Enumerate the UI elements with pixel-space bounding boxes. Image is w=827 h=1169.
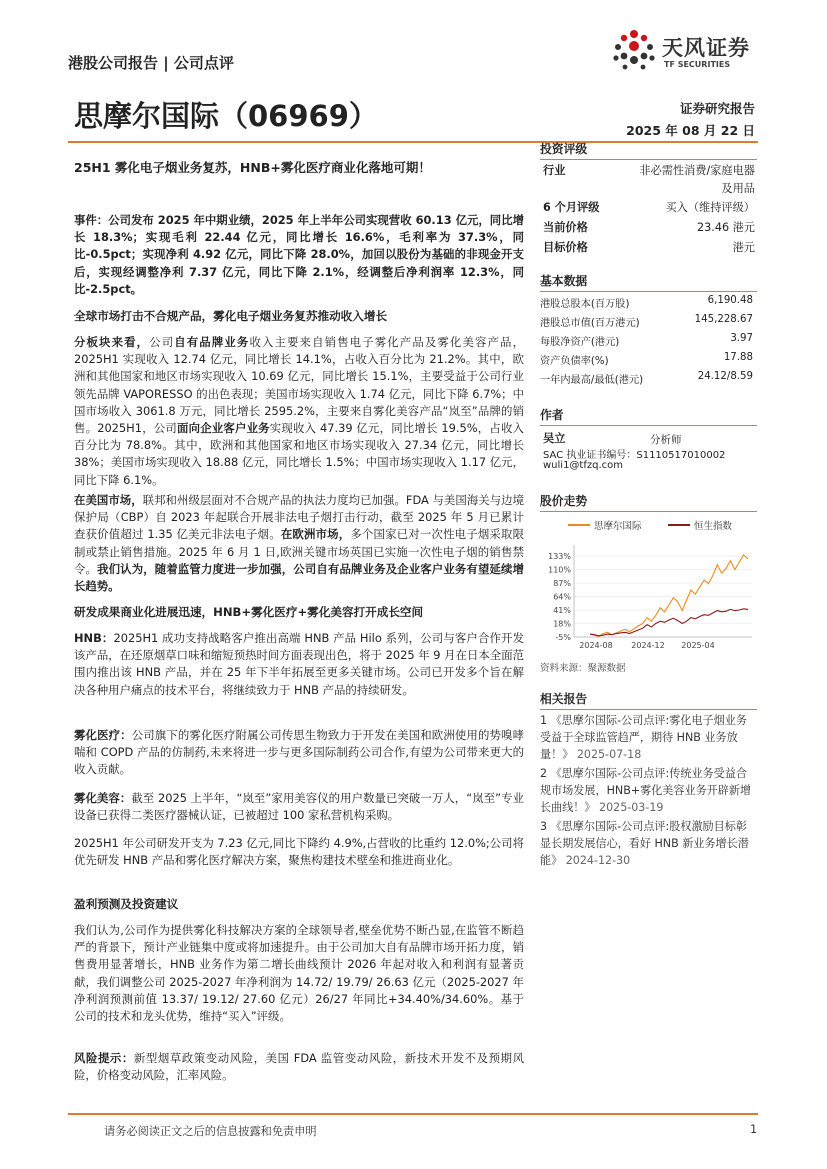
p1-text-b: 收入主要来自销售电子雾化产品及雾化美容产品，2025H1 实现收入 12.74 亿元，同比增长 14.1%，占收入百分比为 21.2%。其中，欧洲和其他国家和地区市场实现收入 10.69 亿元，同比增长 15.1%，主要受益于公司行业领先品牌 VAPORESSO 的出色表现；美国市场实现收入 1.74 亿元，同比下降 6.7%；中国市场收入 3061.8 万元，同比增长 2595.2%，主要来自雾化美容产品“岚至”品牌的销售。2025H1，公司 — [74, 335, 524, 436]
p2-text-a: 联邦和州级层面对不合规产品的执法力度均已加强。FDA 与美国海关与边境保护局（CBP）自 2023 年起联合开展非法电子烟打击行动，截至 2025 年 5 月已累计查获价值超过 1.35 亿美元非法电子烟。 — [74, 493, 524, 542]
brand-logo — [610, 28, 760, 73]
basic-data-row — [540, 352, 753, 367]
event-text: 公司发布 2025 年中期业绩，2025 年上半年公司实现营收 60.13 亿元，同比增长 18.3%；实现毛利 22.44 亿元，同比增长 16.6%，毛利率为 37.3%，同比-0.5pct；实现净利 4.92 亿元，同比下降 28.0%，加回以股份为基础的非现金开支后，实现经调整净利 7.37 亿元，同比下降 2.1%，经调整后净利润率 12.3%，同比-2.5pct。 — [74, 213, 524, 296]
basic-data-row — [540, 333, 753, 348]
paragraph-medical — [74, 727, 524, 779]
basic-data-value: 3.97 — [730, 333, 753, 344]
stock-price-chart — [540, 515, 757, 655]
x-tick-label: 2024-08 — [579, 641, 613, 650]
paragraph-us-market — [74, 492, 524, 595]
chart-title: 股价走势 — [540, 492, 757, 512]
section-title-2: 研发成果商业化进展迅速，HNB+雾化医疗+雾化美容打开成长空间 — [74, 605, 424, 619]
x-tick-label: 2025-04 — [681, 641, 715, 650]
basic-data-key: 港股总股本(百万股) — [540, 299, 630, 310]
risk-label: 风险提示： — [74, 1051, 134, 1065]
report-type: 港股公司报告 | 公司点评 — [68, 54, 234, 72]
basic-data-value: 6,190.48 — [707, 295, 753, 306]
basic-data-value: 24.12/8.59 — [697, 371, 753, 382]
page-number: 1 — [750, 1123, 758, 1136]
chart-source: 资料来源：聚源数据 — [540, 663, 626, 674]
basic-data-row — [540, 371, 753, 386]
footer-divider — [68, 1113, 758, 1115]
related-report-item[interactable] — [540, 765, 757, 816]
rating-title: 投资评级 — [540, 140, 757, 160]
y-tick-label: -5% — [555, 633, 571, 642]
related-report-text: 3 《思摩尔国际-公司点评:股权激励目标彰显长期发展信心，看好 HNB 新业务增长潜能》 — [540, 820, 749, 867]
series-line-smoore — [590, 555, 748, 637]
legend-label: 恒生指数 — [694, 521, 733, 532]
rating6-label: 6 个月评级 — [543, 201, 600, 214]
p3-label: HNB： — [74, 631, 114, 645]
brand-name: 天风证券 — [662, 36, 750, 60]
research-label: 证券研究报告 — [679, 101, 755, 116]
basic-data-key: 每股净资产(港元) — [540, 337, 620, 348]
y-tick-label: 133% — [548, 552, 571, 562]
basic-data-value: 145,228.67 — [694, 314, 753, 325]
brand-sub: TF SECURITIES — [664, 60, 731, 69]
tf-logo-icon — [610, 28, 658, 73]
related-title: 相关报告 — [540, 690, 757, 710]
y-tick-label: 18% — [553, 619, 571, 629]
series-line-hsi — [590, 609, 748, 636]
basic-data-key: 一年内最高/最低(港元) — [540, 375, 644, 386]
paragraph-forecast — [74, 922, 524, 1025]
p7-text: 我们认为,公司作为提供雾化科技解决方案的全球领导者,壁垒优势不断凸显,在监管不断趋严的背景下，预计产业链集中度或将加速提升。由于公司加大自有品牌市场开拓力度，销售费用显著增长，HNB 业务作为第二增长曲线预计 2026 年起对收入和利润有显著贡献，我们调整公司 2025-2027 年净利润为 14.72/ 19.79/ 26.63 亿元（2025-2027 年净利润预测前值 13.37/ 19.12/ 27.60 亿元）26/27 年同比+34.40%/34.60%。基于公司的技术和龙头优势，维持“买入”评级。 — [74, 923, 524, 1024]
p1-text-a: 公司 — [149, 335, 175, 349]
related-section — [540, 690, 757, 710]
target-label: 目标价格 — [543, 241, 588, 254]
y-tick-label: 41% — [553, 606, 571, 616]
related-report-list — [540, 712, 757, 871]
paragraph-beauty — [74, 790, 524, 824]
headline: 25H1 雾化电子烟业务复苏，HNB+雾化医疗商业化落地可期！ — [74, 160, 431, 175]
related-report-item[interactable] — [540, 818, 757, 869]
p2-text-b: 多个国家已对一次性电子烟采取限制或禁止销售措施。2025 年 6 月 1 日,欧洲关键市场英国已实施一次性电子烟的销售禁令。 — [74, 527, 524, 576]
basic-data-row — [540, 295, 753, 310]
basic-data-row — [540, 314, 753, 329]
y-tick-label: 110% — [548, 565, 571, 575]
paragraph-hnb — [74, 630, 524, 699]
basic-data-key: 资产负债率(%) — [540, 356, 609, 367]
p5-label: 雾化美容： — [74, 791, 132, 805]
p2-bold-1: 在欧洲市场， — [280, 527, 351, 542]
related-report-text: 2 《思摩尔国际-公司点评:传统业务受益合规市场发展，HNB+雾化美容业务开辟新增长曲线！》 — [540, 767, 752, 814]
risk-text: 新型烟草政策变动风险，美国 FDA 监管变动风险，新技术开发不及预期风险，价格变动风险，汇率风险。 — [74, 1051, 524, 1083]
chart-section — [540, 492, 757, 512]
legend-label: 思摩尔国际 — [594, 521, 642, 532]
basic-data-key: 港股总市值(百万港元) — [540, 318, 640, 329]
basic-data-title: 基本数据 — [540, 272, 757, 292]
section-title-3: 盈利预测及投资建议 — [74, 897, 179, 911]
y-tick-label: 87% — [553, 579, 571, 589]
p4-text: 公司旗下的雾化医疗附属公司传思生物致力于开发在美国和欧洲使用的势嗅哮喘和 COPD 产品的仿制药,未来将进一步与更多国际制药公司合作,有望为公司带来更大的收入贡献。 — [74, 728, 524, 777]
author-name: 吴立 — [543, 432, 566, 445]
x-tick-label: 2024-12 — [631, 641, 665, 650]
section-title-1: 全球市场打击不合规产品，雾化电子烟业务复苏推动收入增长 — [74, 309, 388, 323]
related-report-item[interactable] — [540, 712, 757, 763]
paragraph-rnd — [74, 835, 524, 869]
author-cert: SAC 执业证书编号：S1110517010002 — [543, 450, 726, 461]
event-label: 事件： — [74, 213, 109, 227]
price-value: 23.46 港元 — [697, 221, 755, 234]
rating6-value: 买入（维持评级） — [665, 201, 755, 214]
p5-text: 截至 2025 上半年，“岚至”家用美容仪的用户数量已突破一万人，“岚至”专业设备已获得二类医疗器械认证，已被超过 100 家私营机构采购。 — [74, 791, 524, 823]
basic-data-section — [540, 272, 757, 292]
p4-label: 雾化医疗： — [74, 728, 132, 742]
footer-disclaimer[interactable]: 请务必阅读正文之后的信息披露和免责申明 — [104, 1125, 317, 1138]
p2-label: 在美国市场， — [74, 493, 143, 507]
report-date: 2025 年 08 月 22 日 — [626, 123, 755, 138]
author-section — [540, 406, 757, 426]
p6-text: 2025H1 年公司研发开支为 7.23 亿元,同比下降约 4.9%,占营收的比重约 12.0%;公司将优先研发 HNB 产品和雾化医疗解决方案，聚焦构建技术壁垒和推进商业化。 — [74, 836, 524, 868]
related-report-date: 2024-12-30 — [565, 854, 631, 867]
basic-data-value: 17.88 — [723, 352, 753, 363]
p1-bold-1: 自有品牌业务 — [174, 335, 250, 349]
related-report-date: 2025-07-18 — [576, 748, 642, 761]
p3-text: 2025H1 成功支持战略客户推出高端 HNB 产品 Hilo 系列，公司与客户合作开发该产品，在还原烟草口味和缩短预热时间方面表现出色，将于 2025 年 9 月在日本全面范围内推出该 HNB 产品，并在 25 年下半年拓展至更多关键市场。公司已开发多个旨在解决各种用户痛点的技术平台，将继续致力于 HNB 产品的持续研发。 — [74, 631, 524, 697]
company-title: 思摩尔国际（06969） — [74, 99, 378, 133]
p1-text-c: 实现收入 47.39 亿元，同比增长 19.5%，占收入百分比为 78.8%。其中，欧洲和其他国家和地区市场实现收入 27.34 亿元，同比增长 38%；美国市场实现收入 18.88 亿元，同比增长 1.5%；中国市场实现收入 1.17 亿元，同比下降 6.1%。 — [74, 421, 524, 487]
author-title: 作者 — [540, 406, 757, 426]
related-report-text: 1 《思摩尔国际-公司点评:雾化电子烟业务受益于全球监管趋严，期待 HNB 业务放量！》 — [540, 714, 747, 761]
target-value: 港元 — [732, 241, 755, 254]
event-paragraph — [74, 212, 524, 298]
rating-section — [540, 140, 757, 160]
price-label: 当前价格 — [543, 221, 588, 234]
related-report-date: 2025-03-19 — [599, 801, 664, 814]
paragraph-risk — [74, 1050, 524, 1084]
p1-label: 分板块来看， — [74, 335, 150, 349]
author-email[interactable]: wuli1@tfzq.com — [543, 460, 624, 471]
y-tick-label: 64% — [553, 592, 571, 602]
industry-value: 非必需性消费/家庭电器及用品 — [639, 164, 755, 195]
paragraph-segments — [74, 334, 524, 489]
p1-bold-2: 面向企业客户业务 — [177, 421, 270, 436]
p2-bold-2: 我们认为，随着监管力度进一步加强，公司自有品牌业务及企业客户业务有望延续增长趋势。 — [74, 561, 524, 594]
industry-label: 行业 — [543, 164, 566, 177]
author-role: 分析师 — [650, 434, 682, 446]
